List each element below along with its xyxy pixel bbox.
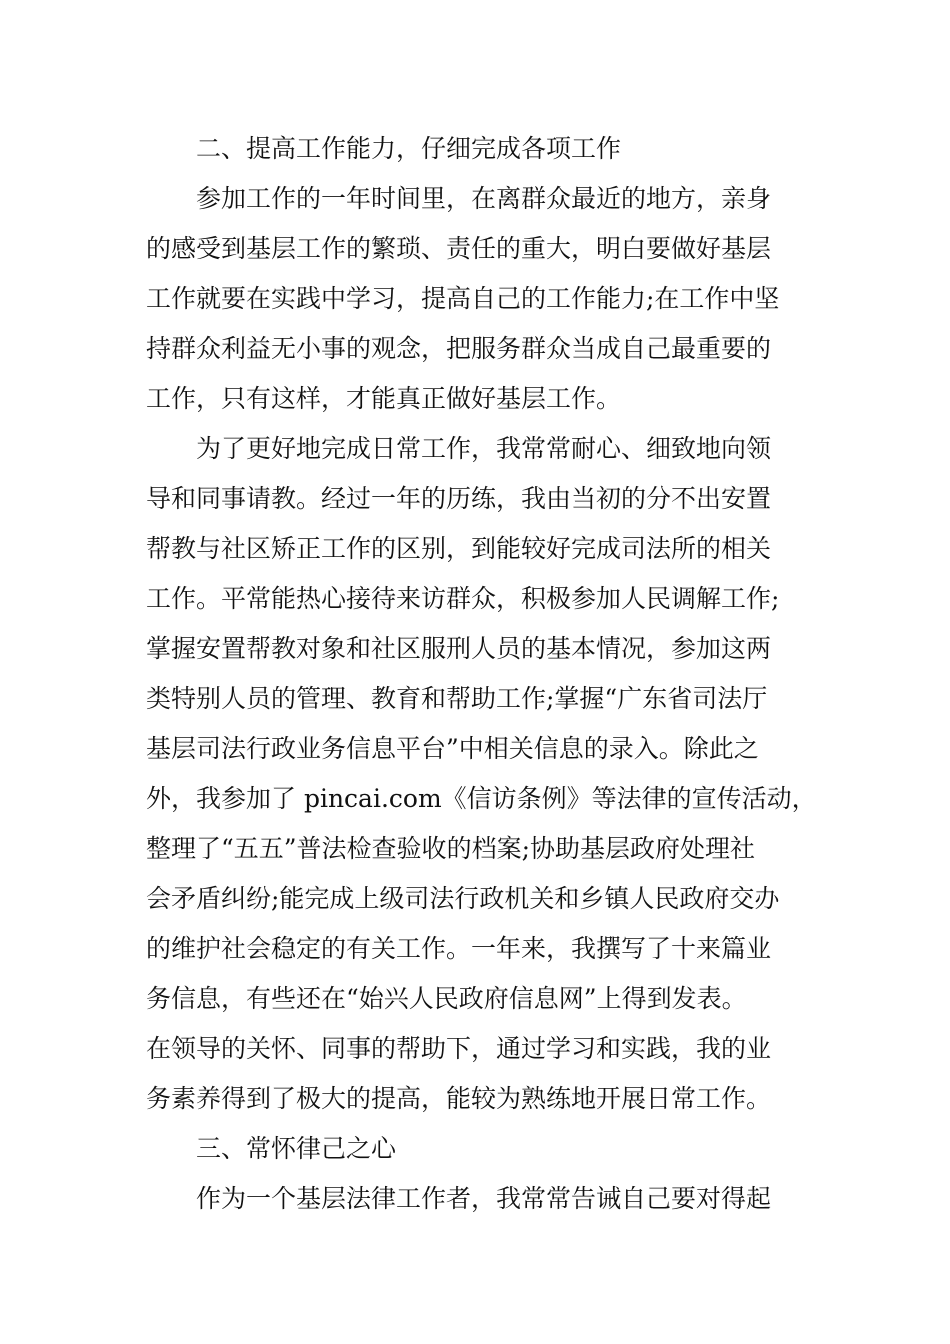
- paragraph-line: 会矛盾纠纷;能完成上级司法行政机关和乡镇人民政府交办: [146, 884, 780, 913]
- paragraph-line: 工作。平常能热心接待来访群众，积极参加人民调解工作;: [146, 584, 780, 613]
- paragraph-line: 持群众利益无小事的观念，把服务群众当成自己最重要的: [146, 334, 772, 363]
- paragraph-line: 基层司法行政业务信息平台”中相关信息的录入。除此之: [146, 734, 759, 763]
- paragraph-line: 整理了“五五”普法检查验收的档案;协助基层政府处理社: [146, 834, 755, 863]
- paragraph-line: 掌握安置帮教对象和社区服刑人员的基本情况，参加这两: [146, 634, 772, 663]
- paragraph-line: 在领导的关怀、同事的帮助下，通过学习和实践，我的业: [146, 1034, 772, 1063]
- paragraph-line: 外，我参加了 pincai.com《信访条例》等法律的宣传活动，: [146, 784, 817, 813]
- paragraph-line: 为了更好地完成日常工作，我常常耐心、细致地向领: [196, 434, 772, 463]
- paragraph-line: 作为一个基层法律工作者，我常常告诫自己要对得起: [196, 1184, 772, 1213]
- paragraph-line: 的维护社会稳定的有关工作。一年来，我撰写了十来篇业: [146, 934, 772, 963]
- paragraph-line: 工作就要在实践中学习，提高自己的工作能力;在工作中坚: [146, 284, 780, 313]
- paragraph-line: 务素养得到了极大的提高，能较为熟练地开展日常工作。: [146, 1084, 772, 1113]
- paragraph-line: 的感受到基层工作的繁琐、责任的重大，明白要做好基层: [146, 234, 772, 263]
- section-heading-2: 二、提高工作能力，仔细完成各项工作: [196, 134, 622, 163]
- paragraph-line: 参加工作的一年时间里，在离群众最近的地方，亲身: [196, 184, 772, 213]
- section-heading-3: 三、常怀律己之心: [196, 1134, 397, 1163]
- paragraph-line: 帮教与社区矫正工作的区别，到能较好完成司法所的相关: [146, 534, 772, 563]
- paragraph-line: 导和同事请教。经过一年的历练，我由当初的分不出安置: [146, 484, 772, 513]
- paragraph-line: 工作，只有这样，才能真正做好基层工作。: [146, 384, 622, 413]
- paragraph-line: 务信息，有些还在“始兴人民政府信息网”上得到发表。: [146, 984, 747, 1013]
- paragraph-line: 类特别人员的管理、教育和帮助工作;掌握“广东省司法厅: [146, 684, 768, 713]
